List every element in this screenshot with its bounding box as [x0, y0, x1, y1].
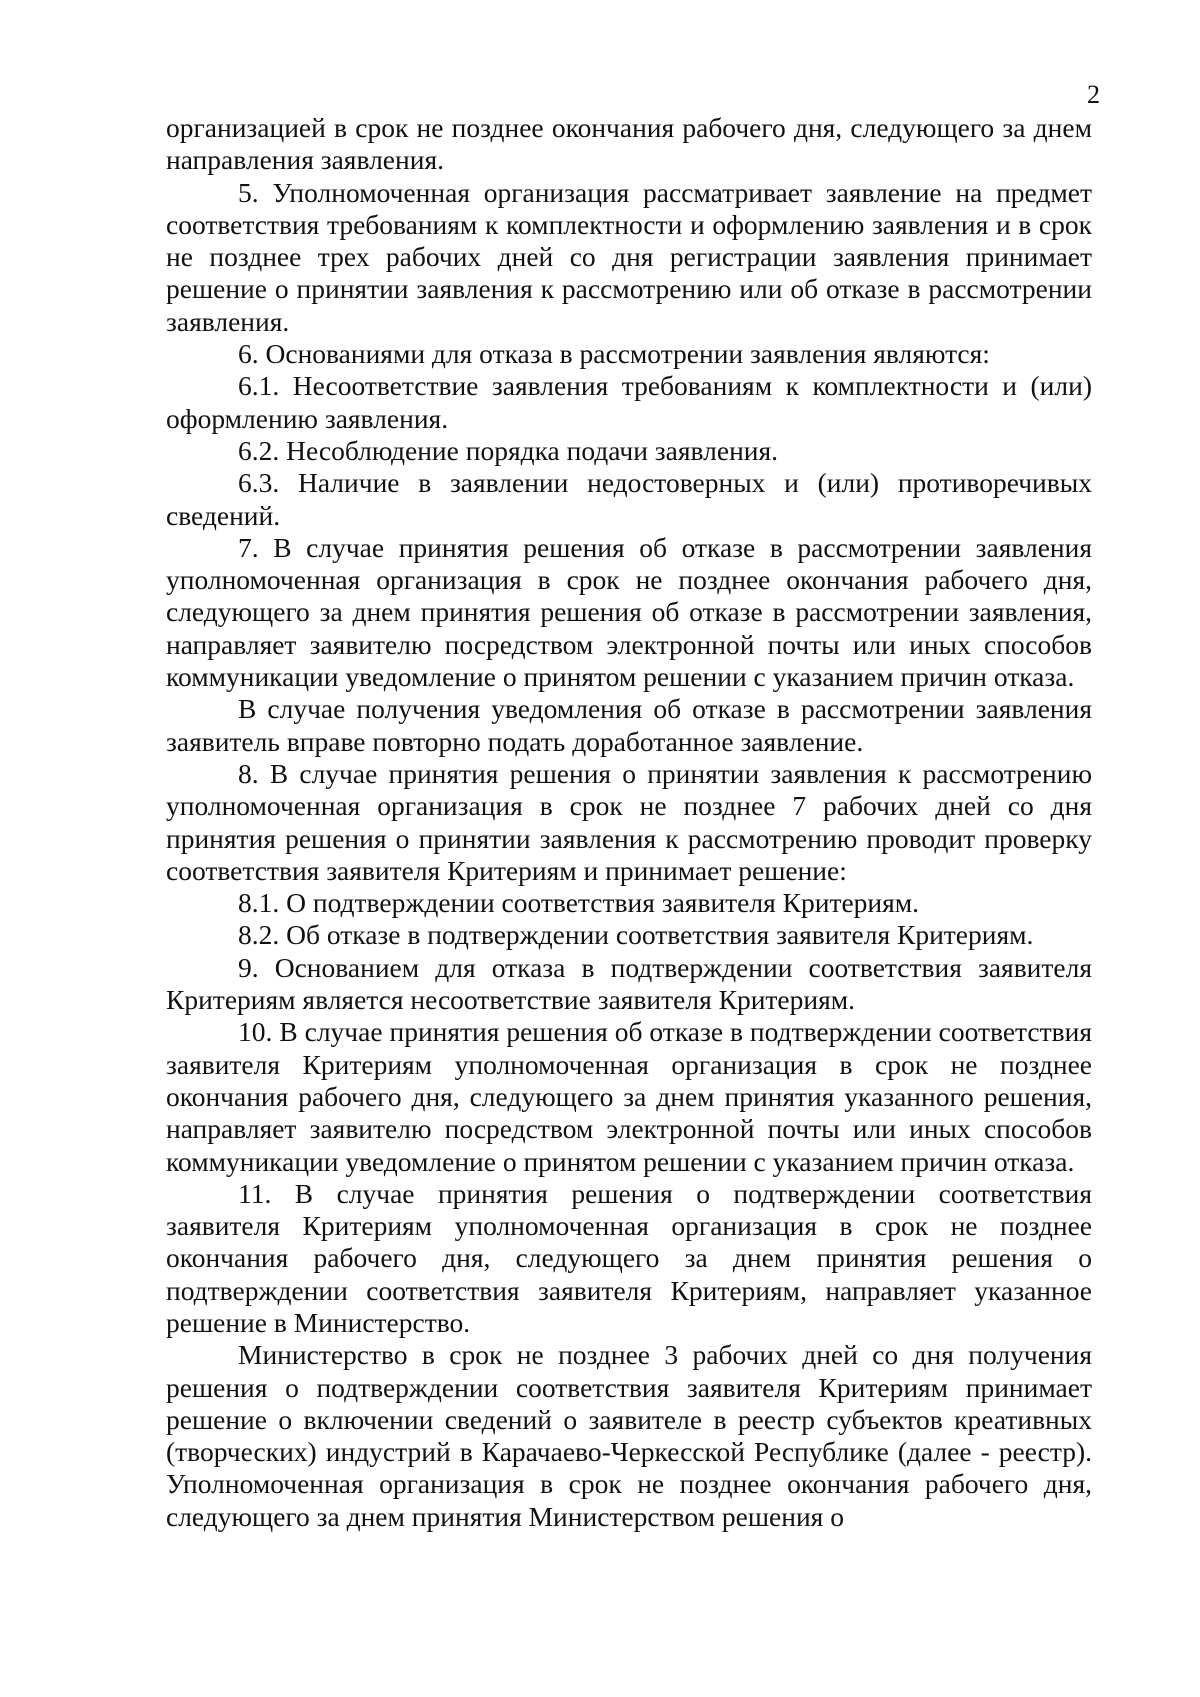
paragraph-item-8-1: 8.1. О подтверждении соответствия заявителя Критериям.: [238, 887, 920, 919]
paragraph-item-7-resubmit: В случае получения уведомления об отказе в рассмотрении заявления заявитель вправе повторно подать доработанное заявление.: [166, 693, 1092, 757]
paragraph-item-7: 7. В случае принятия решения об отказе в рассмотрении заявления уполномоченная организация в срок не позднее окончания рабочего дня, следующего за днем принятия решения об отказе в рассмотрении заявления, направляет заявителю посредством электронной почты или иных способов коммуникации уведомление о принятом решении с указанием причин отказа.: [166, 531, 1092, 693]
paragraph-item-11: 11. В случае принятия решения о подтверждении соответствия заявителя Критериям уполномоченная организация в срок не позднее окончания рабочего дня, следующего за днем принятия решения о подтверждении соответствия заявителя Критериям, направляет указанное решение в Министерство.: [166, 1177, 1092, 1338]
paragraph-item-6-3: 6.3. Наличие в заявлении недостоверных и (или) противоречивых сведений.: [166, 467, 1092, 531]
paragraph: организацией в срок не позднее окончания рабочего дня, следующего за днем направления заявления.: [166, 112, 1092, 176]
paragraph-item-6-2: 6.2. Несоблюдение порядка подачи заявления.: [238, 434, 779, 466]
page-number: 2: [1087, 80, 1100, 109]
paragraph-item-6: 6. Основаниями для отказа в рассмотрении заявления являются:: [238, 338, 990, 370]
paragraph-item-8-2: 8.2. Об отказе в подтверждении соответствия заявителя Критериям.: [238, 919, 1034, 951]
paragraph-item-9: 9. Основанием для отказа в подтверждении соответствия заявителя Критериям является несоответствие заявителя Критериям.: [166, 951, 1092, 1016]
paragraph-item-8: 8. В случае принятия решения о принятии заявления к рассмотрению уполномоченная организация в срок не позднее 7 рабочих дней со дня принятия решения о принятии заявления к рассмотрению проводит проверку соответствия заявителя Критериям и принимает решение:: [166, 757, 1092, 886]
paragraph-ministry: Министерство в срок не позднее 3 рабочих дней со дня получения решения о подтверждении соответствия заявителя Критериям принимает решение о включении сведений о заявителе в реестр субъектов креативных (творческих) индустрий в Карачаево-Черкесской Республике (далее - реестр). Уполномоченная организация в срок не позднее окончания рабочего дня, следующего за днем принятия Министерством решения о: [166, 1339, 1092, 1532]
paragraph-item-10: 10. В случае принятия решения об отказе в подтверждении соответствия заявителя Критериям уполномоченная организация в срок не позднее окончания рабочего дня, следующего за днем принятия указанного решения, направляет заявителю посредством электронной почты или иных способов коммуникации уведомление о принятом решении с указанием причин отказа.: [166, 1016, 1092, 1177]
paragraph-item-5: 5. Уполномоченная организация рассматривает заявление на предмет соответствия требованиям к комплектности и оформлению заявления и в срок не позднее трех рабочих дней со дня регистрации заявления принимает решение о принятии заявления к рассмотрению или об отказе в рассмотрении заявления.: [166, 176, 1092, 337]
paragraph-item-6-1: 6.1. Несоответствие заявления требованиям к комплектности и (или) оформлению заявления.: [166, 370, 1092, 434]
document-body: [166, 112, 1092, 1533]
